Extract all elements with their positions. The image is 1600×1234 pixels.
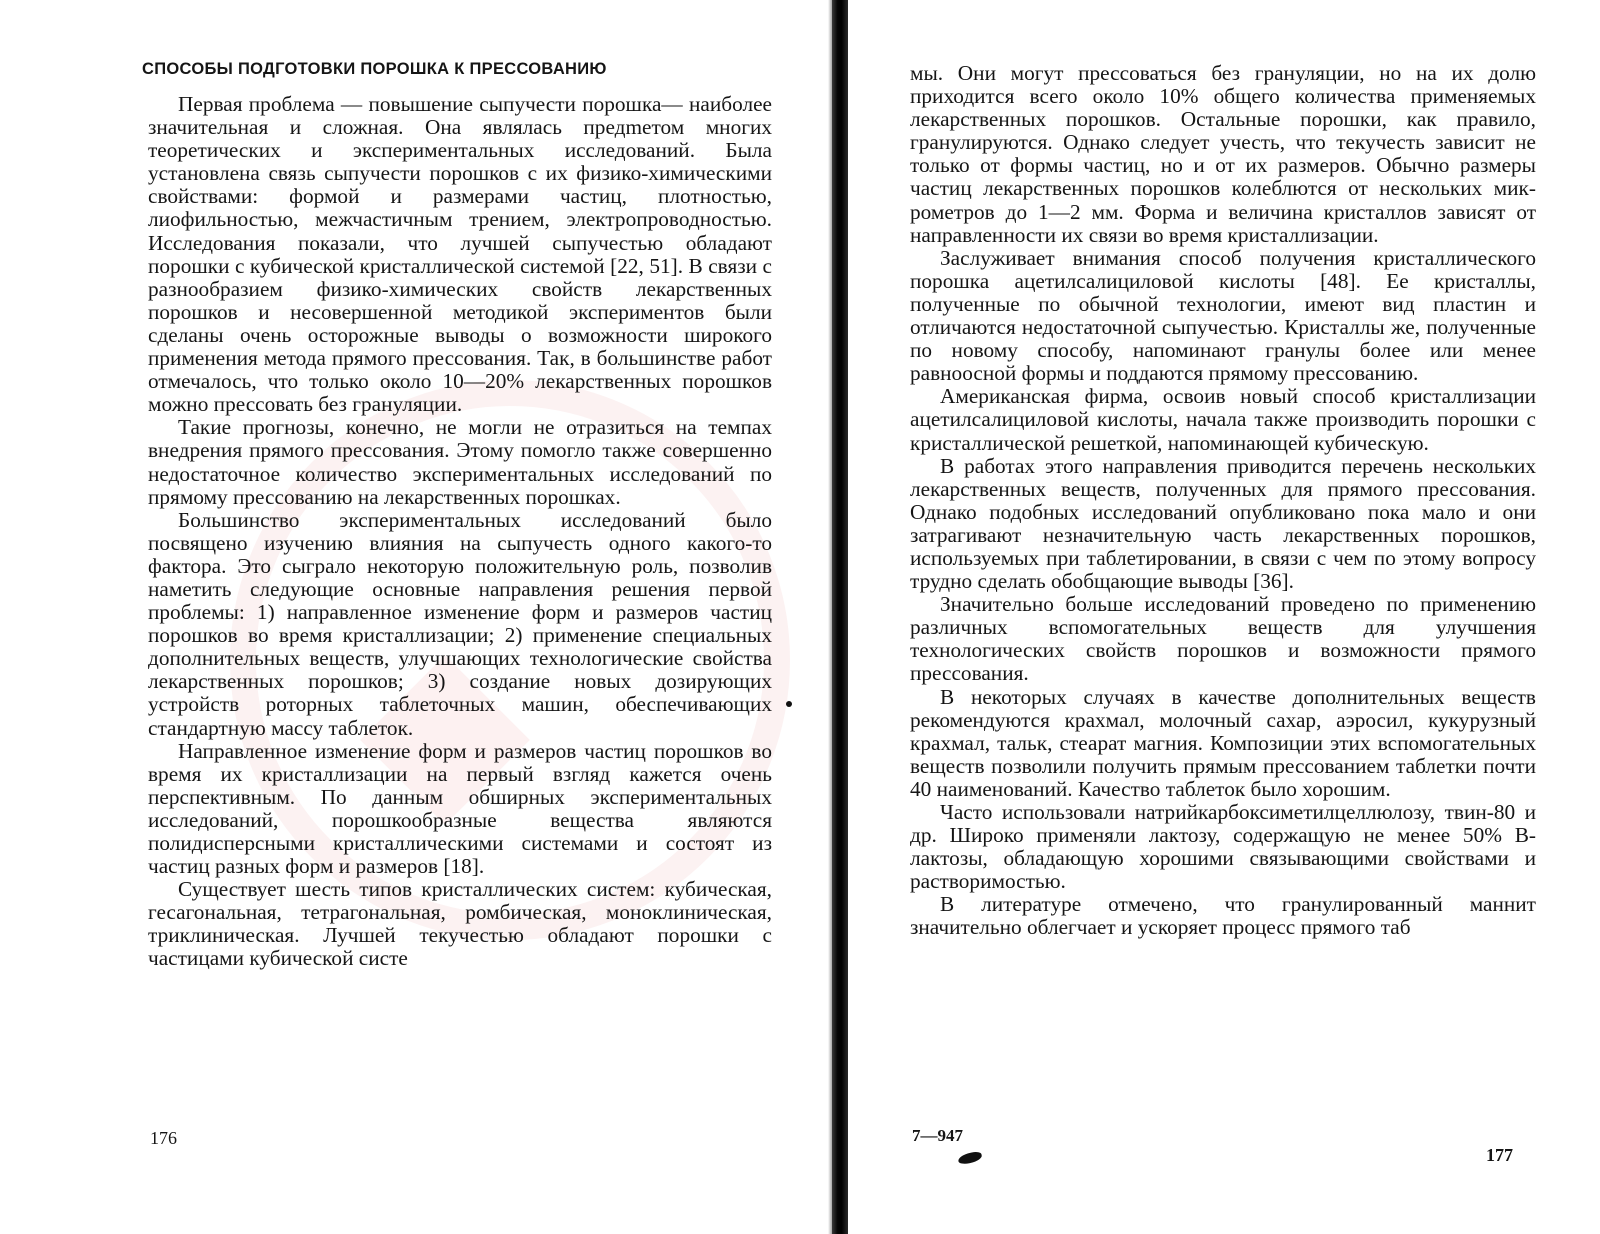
paragraph: Заслуживает внимания способ получения кристаллического порошка ацетилсалициловой кислоты [48]. Ее кристаллы, полученные по обычной технологии, имеют вид пластин и отличаются недостаточной сыпучестью. Кристаллы же, полученные по новому способу, напоминают гранулы более или менее равноосной формы и поддаются прямому прессованию. [910, 245, 1536, 386]
paragraph: Первая проблема — повышение сыпучести порошка— наиболее значительная и сложная. Она являлась предmетом многих теоретических и экспериментальных исследований. Была установлена связь сыпучести порошков с их физико-химическими свойствами: формой и размерами частиц, плотностью, лиофильностью, межчастичным трением, электропроводностью. Исследования показали, что лучшей сыпучестью обладают порошки с кубической кристаллической системой [22, 51]. В связи с разнообразием физико-химических свойств лекарственных порошков и несовершенной методикой экспериментов были сделаны очень осторожные выводы о возможности широкого применения метода прямого прессования. Так, в большинстве работ отмечалось, что только около 10—20% лекарственных порошков можно прессовать без грануляции. [148, 92, 772, 417]
right-text-column [910, 62, 1536, 940]
left-text-column [148, 93, 772, 971]
ink-dot [786, 701, 792, 707]
printer-signature: 7—947 [912, 1126, 963, 1145]
page-number-left: 176 [150, 1128, 177, 1148]
paragraph: Такие прогнозы, конечно, не могли не отразиться на темпах внедрения прямого прессования. Этому помогло также совершенно недостаточное количество экспериментальных исследований по прямому прессованию на лекарственных порошках. [148, 415, 772, 509]
paragraph: В некоторых случаях в качестве дополнительных веществ рекомендуются крахмал, молочный сахар, аэросил, кукурузный крахмал, тальк, стеарат магния. Композиции этих вспомогательных веществ позволили получить прямым прессованием таблетки почти 40 наименований. Качество таблеток было хорошим. [910, 684, 1536, 801]
paragraph: Направленное изменение форм и размеров частиц порошков во время их кристаллизации на первый взгляд кажется очень перспективным. По данным обширных экспериментальных исследований, порошкообразные вещества являются полидисперсными кристаллическими системами и состоят из частиц разных форм и размеров [18]. [148, 738, 772, 879]
paragraph: Часто использовали натрийкарбоксиметилцеллюлозу, твин-80 и др. Широко применяли лактозу, содержащую не менее 50% В-лактозы, обладающую хорошими связывающими свойствами и растворимостью. [910, 800, 1536, 894]
paragraph: Значительно больше исследований проведено по применению различных вспомогательных веществ для улучшения технологических свойств порошков и возможности прямого прессования. [910, 592, 1536, 686]
paragraph: Американская фирма, освоив новый способ кристаллизации ацетилсалициловой кислоты, начала также производить порошки с кристаллической решеткой, напоминающей кубическую. [910, 384, 1536, 455]
paragraph: Существует шесть типов кристаллических систем: кубическая, гесагональная, тетрагональная, ромбическая, моноклиническая, триклиническая. Лучшей текучестью обладают порошки с частицами кубической систе [148, 877, 772, 971]
book-gutter [832, 0, 848, 1234]
page-number-right: 177 [1486, 1145, 1513, 1165]
paragraph: В литературе отмечено, что гранулированный маннит значительно облегчает и ускоряет процесс прямого таб [910, 892, 1536, 940]
paragraph: Большинство экспериментальных исследований было посвящено изучению влияния на сыпучесть одного какого-то фактора. Это сыграло некоторую положительную роль, позволив наметить следующие основные направления решения первой проблемы: 1) направленное изменение форм и размеров частиц порошков во время кристаллизации; 2) применение специальных дополнительных веществ, улучшающих технологические свойства лекарственных порошков; 3) создание новых дозирующих устройств роторных таблеточных машин, обеспечивающих стандартную массу таблеток. [148, 507, 772, 740]
section-heading: СПОСОБЫ ПОДГОТОВКИ ПОРОШКА К ПРЕССОВАНИЮ [142, 60, 607, 78]
paragraph: мы. Они могут прессоваться без грануляции, но на их долю приходится всего около 10% общего количества применяемых лекарственных порошков. Остальные порошки, как правило, гранулируются. Однако следует учесть, что текучесть зависит не только от формы частиц, но и от их размеров. Обычно размеры частиц лекарственных порошков колеблются от нескольких микрометров до 1—2 мм. Форма и величина кристаллов зависят от направленности их связи во время кристаллизации. [910, 61, 1536, 247]
paragraph: В работах этого направления приводится перечень нескольких лекарственных веществ, полученных для прямого прессования. Однако подобных исследований опубликовано пока мало и они затрагивают незначительную часть лекарственных порошков, используемых при таблетировании, в связи с чем по этому вопросу трудно сделать обобщающие выводы [36]. [910, 453, 1536, 594]
